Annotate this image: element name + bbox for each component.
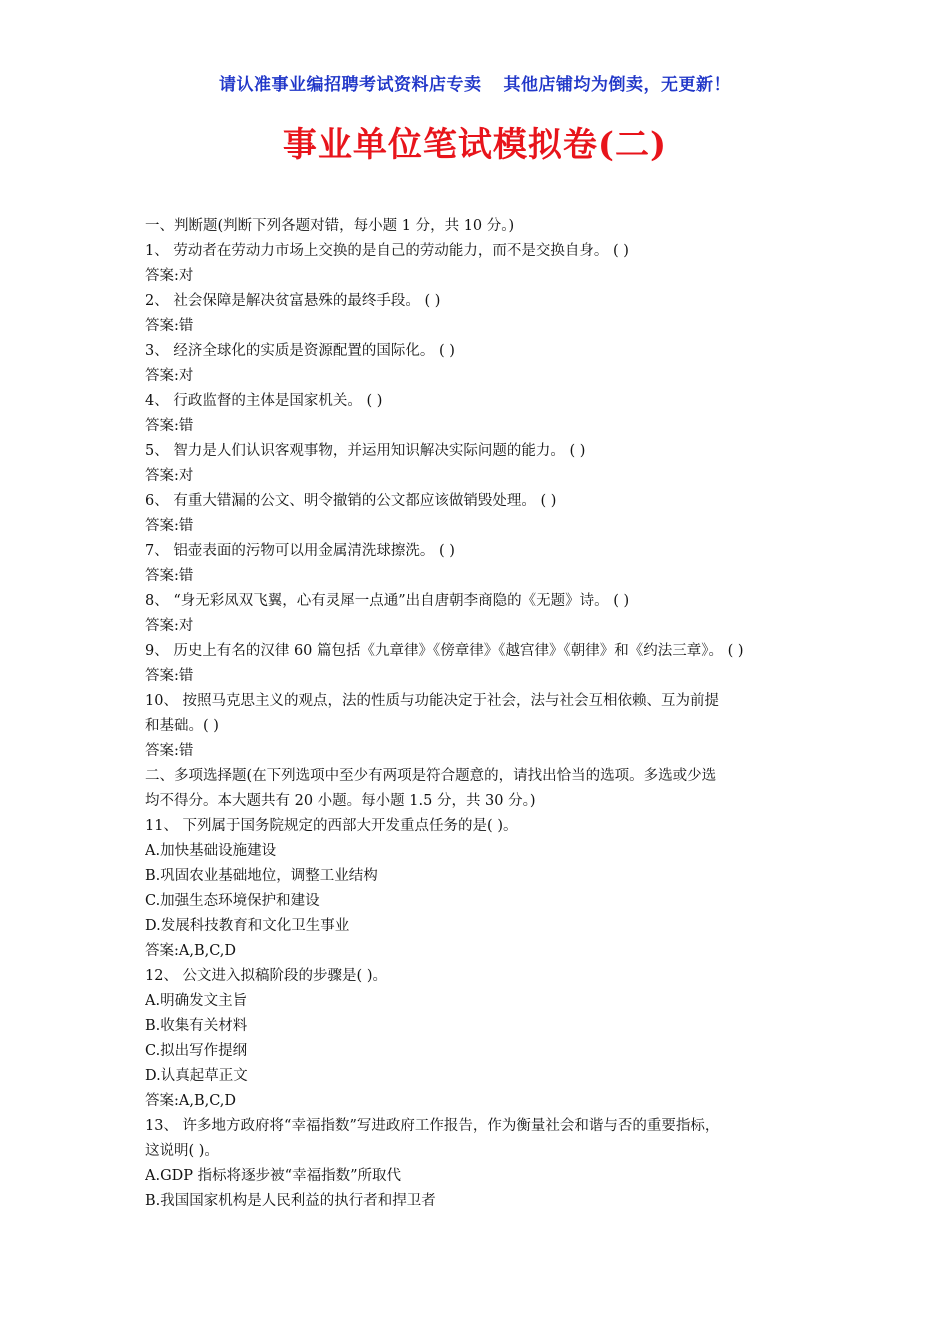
question-5: 5、 智力是人们认识客观事物，并运用知识解决实际问题的能力。 ( ) <box>145 443 586 459</box>
question-10-line-2: 和基础。( ) <box>145 718 219 734</box>
question-11: 11、 下列属于国务院规定的西部大开发重点任务的是( )。 <box>145 818 518 834</box>
banner-left-text: 请认准事业编招聘考试资料店专卖 <box>219 75 482 95</box>
banner-right-text: 其他店铺均为倒卖，无更新！ <box>503 75 731 95</box>
question-13-line-1: 13、 许多地方政府将“幸福指数”写进政府工作报告，作为衡量社会和谐与否的重要指标， <box>145 1118 720 1134</box>
answer-9: 答案:错 <box>145 668 194 684</box>
question-12-option-c: C.拟出写作提纲 <box>145 1043 248 1059</box>
answer-11: 答案:A,B,C,D <box>145 943 237 959</box>
question-11-option-c: C.加强生态环境保护和建设 <box>145 893 320 909</box>
question-10-line-1: 10、 按照马克思主义的观点，法的性质与功能决定于社会，法与社会互相依赖、互为前提 <box>145 693 720 709</box>
question-9: 9、 历史上有名的汉律 60 篇包括《九章律》《傍章律》《越宫律》《朝律》和《约法三章》。 ( ) <box>145 643 744 659</box>
question-13-option-b: B.我国国家机构是人民利益的执行者和捍卫者 <box>145 1193 436 1209</box>
answer-5: 答案:对 <box>145 468 194 484</box>
question-11-option-b: B.巩固农业基础地位，调整工业结构 <box>145 868 378 884</box>
question-13-line-2: 这说明( )。 <box>145 1143 219 1159</box>
section-heading-multiple-choice-line-2: 均不得分。本大题共有 20 小题。每小题 1.5 分，共 30 分。) <box>145 793 536 809</box>
answer-8: 答案:对 <box>145 618 194 634</box>
answer-6: 答案:错 <box>145 518 194 534</box>
answer-10: 答案:错 <box>145 743 194 759</box>
answer-2: 答案:错 <box>145 318 194 334</box>
section-heading-true-false: 一、判断题(判断下列各题对错，每小题 1 分，共 10 分。) <box>145 218 515 234</box>
question-1: 1、 劳动者在劳动力市场上交换的是自己的劳动能力，而不是交换自身。 ( ) <box>145 243 629 259</box>
section-heading-multiple-choice-line-1: 二、多项选择题(在下列选项中至少有两项是符合题意的，请找出恰当的选项。多选或少选 <box>145 768 717 784</box>
question-6: 6、 有重大错漏的公文、明令撤销的公文都应该做销毁处理。 ( ) <box>145 493 557 509</box>
question-12-option-a: A.明确发文主旨 <box>145 993 248 1009</box>
question-11-option-a: A.加快基础设施建设 <box>145 843 277 859</box>
answer-1: 答案:对 <box>145 268 194 284</box>
answer-12: 答案:A,B,C,D <box>145 1093 237 1109</box>
question-12-option-d: D.认真起草正文 <box>145 1068 248 1084</box>
answer-7: 答案:错 <box>145 568 194 584</box>
answer-4: 答案:错 <box>145 418 194 434</box>
question-12: 12、 公文进入拟稿阶段的步骤是( )。 <box>145 968 387 984</box>
question-2: 2、 社会保障是解决贫富悬殊的最终手段。 ( ) <box>145 293 441 309</box>
question-7: 7、 铝壶表面的污物可以用金属清洗球擦洗。 ( ) <box>145 543 455 559</box>
document-body <box>145 214 810 1214</box>
question-8: 8、 “身无彩凤双飞翼，心有灵犀一点通”出自唐朝李商隐的《无题》诗。 ( ) <box>145 593 630 609</box>
question-12-option-b: B.收集有关材料 <box>145 1018 248 1034</box>
document-title: 事业单位笔试模拟卷(二) <box>282 125 668 165</box>
question-13-option-a: A.GDP 指标将逐步被“幸福指数”所取代 <box>145 1168 401 1184</box>
question-3: 3、 经济全球化的实质是资源配置的国际化。 ( ) <box>145 343 455 359</box>
question-4: 4、 行政监督的主体是国家机关。 ( ) <box>145 393 383 409</box>
store-notice-banner <box>0 70 950 95</box>
answer-3: 答案:对 <box>145 368 194 384</box>
question-11-option-d: D.发展科技教育和文化卫生事业 <box>145 918 350 934</box>
